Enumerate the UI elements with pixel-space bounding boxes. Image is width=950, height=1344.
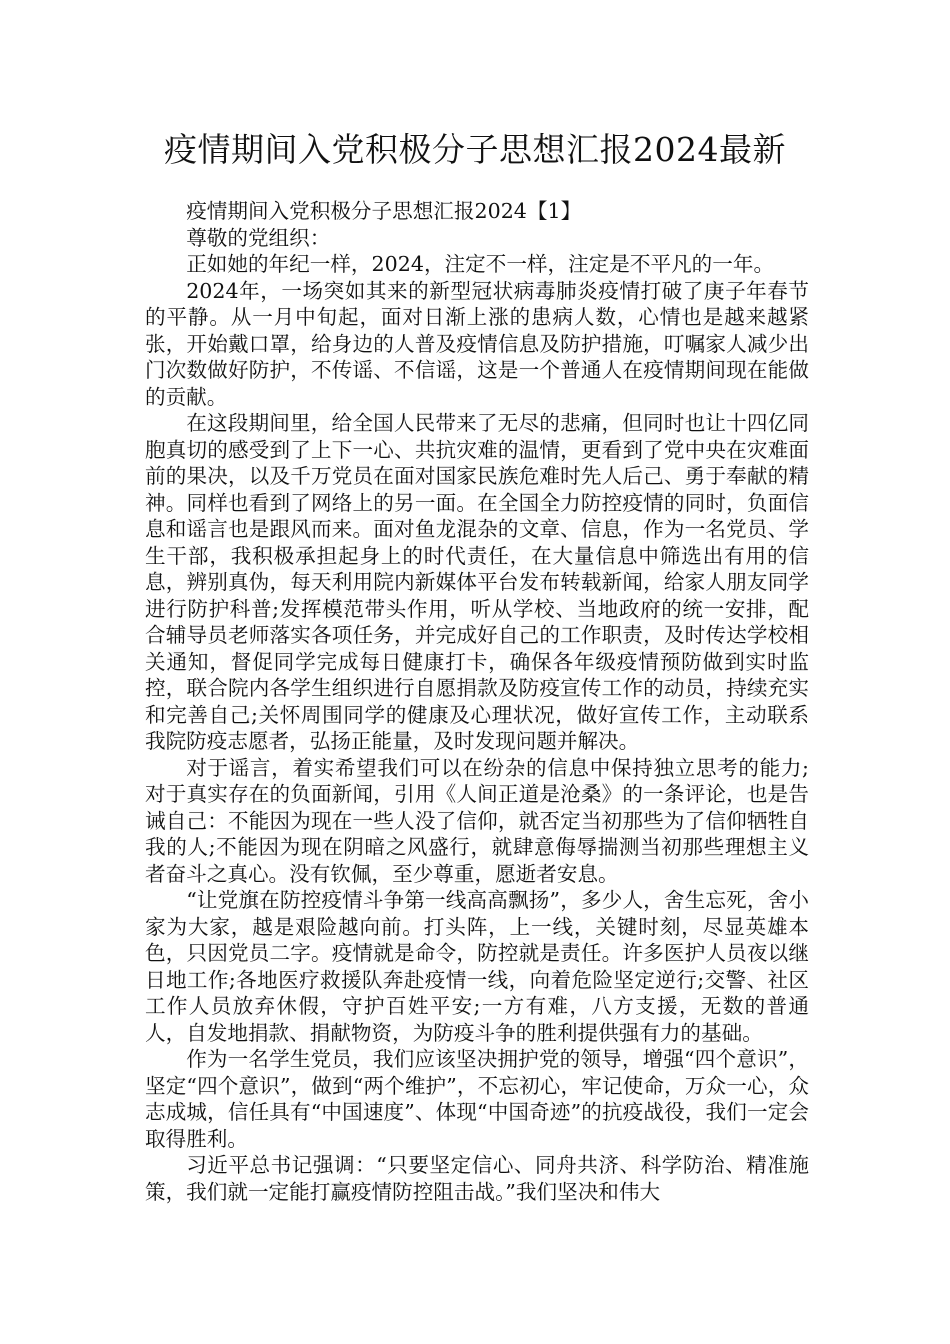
document-body (145, 198, 809, 1205)
section-heading: 疫情期间入党积极分子思想汇报2024【1】 (186, 199, 582, 223)
body-paragraph: 2024年，一场突如其来的新型冠状病毒肺炎疫情打破了庚子年春节的平静。从一月中旬起，面对日渐上涨的患病人数，心情也是越来越紧张，开始戴口罩，给身边的人普及疫情信息及防护措施，叮嘱家人减少出门次数做好防护，不传谣、不信谣，这是一个普通人在疫情期间现在能做的贡献。 (145, 278, 809, 409)
body-paragraph: 对于谣言，着实希望我们可以在纷杂的信息中保持独立思考的能力;对于真实存在的负面新闻，引用《人间正道是沧桑》的一条评论，也是告诫自己：不能因为现在一些人没了信仰，就否定当初那些为了信仰牺牲自我的人;不能因为现在阴暗之风盛行，就肆意侮辱揣测当初那些理想主义者奋斗之真心。没有钦佩，至少尊重，愿逝者安息。 (145, 755, 809, 886)
body-paragraph: “让党旗在防控疫情斗争第一线高高飘扬”，多少人，舍生忘死，舍小家为大家，越是艰险越向前。打头阵，上一线，关键时刻，尽显英雄本色，只因党员二字。疫情就是命令，防控就是责任。许多医护人员夜以继日地工作;各地医疗救援队奔赴疫情一线，向着危险坚定逆行;交警、社区工作人员放弃休假，守护百姓平安;一方有难，八方支援，无数的普通人，自发地捐款、捐献物资，为防疫斗争的胜利提供强有力的基础。 (145, 888, 809, 1045)
body-paragraph: 习近平总书记强调：“只要坚定信心、同舟共济、科学防治、精准施策，我们就一定能打赢疫情防控阻击战。”我们坚决和伟大 (145, 1153, 809, 1204)
body-paragraph: 正如她的年纪一样，2024，注定不一样，注定是不平凡的一年。 (186, 252, 775, 276)
body-paragraph: 作为一名学生党员，我们应该坚决拥护党的领导，增强“四个意识”，坚定“四个意识”，做到“两个维护”，不忘初心，牢记使命，万众一心，众志成城，信任具有“中国速度”、体现“中国奇迹”的抗疫战役，我们一定会取得胜利。 (145, 1047, 810, 1151)
salutation: 尊敬的党组织： (186, 225, 331, 250)
body-paragraph: 在这段期间里，给全国人民带来了无尽的悲痛，但同时也让十四亿同胞真切的感受到了上下一心、共抗灾难的温情，更看到了党中央在灾难面前的果决，以及千万党员在面对国家民族危难时先人后己、勇于奉献的精神。同样也看到了网络上的另一面。在全国全力防控疫情的同时，负面信息和谣言也是跟风而来。面对鱼龙混杂的文章、信息，作为一名党员、学生干部，我积极承担起身上的时代责任，在大量信息中筛选出有用的信息，辨别真伪，每天利用院内新媒体平台发布转载新闻，给家人朋友同学进行防护科普;发挥模范带头作用，听从学校、当地政府的统一安排，配合辅导员老师落实各项任务，并完成好自己的工作职责，及时传达学校相关通知，督促同学完成每日健康打卡，确保各年级疫情预防做到实时监控，联合院内各学生组织进行自愿捐款及防疫宣传工作的动员，持续充实和完善自己;关怀周围同学的健康及心理状况，做好宣传工作，主动联系我院防疫志愿者，弘扬正能量，及时发现问题并解决。 (145, 411, 809, 753)
document-title: 疫情期间入党积极分子思想汇报2024最新 (164, 130, 786, 169)
